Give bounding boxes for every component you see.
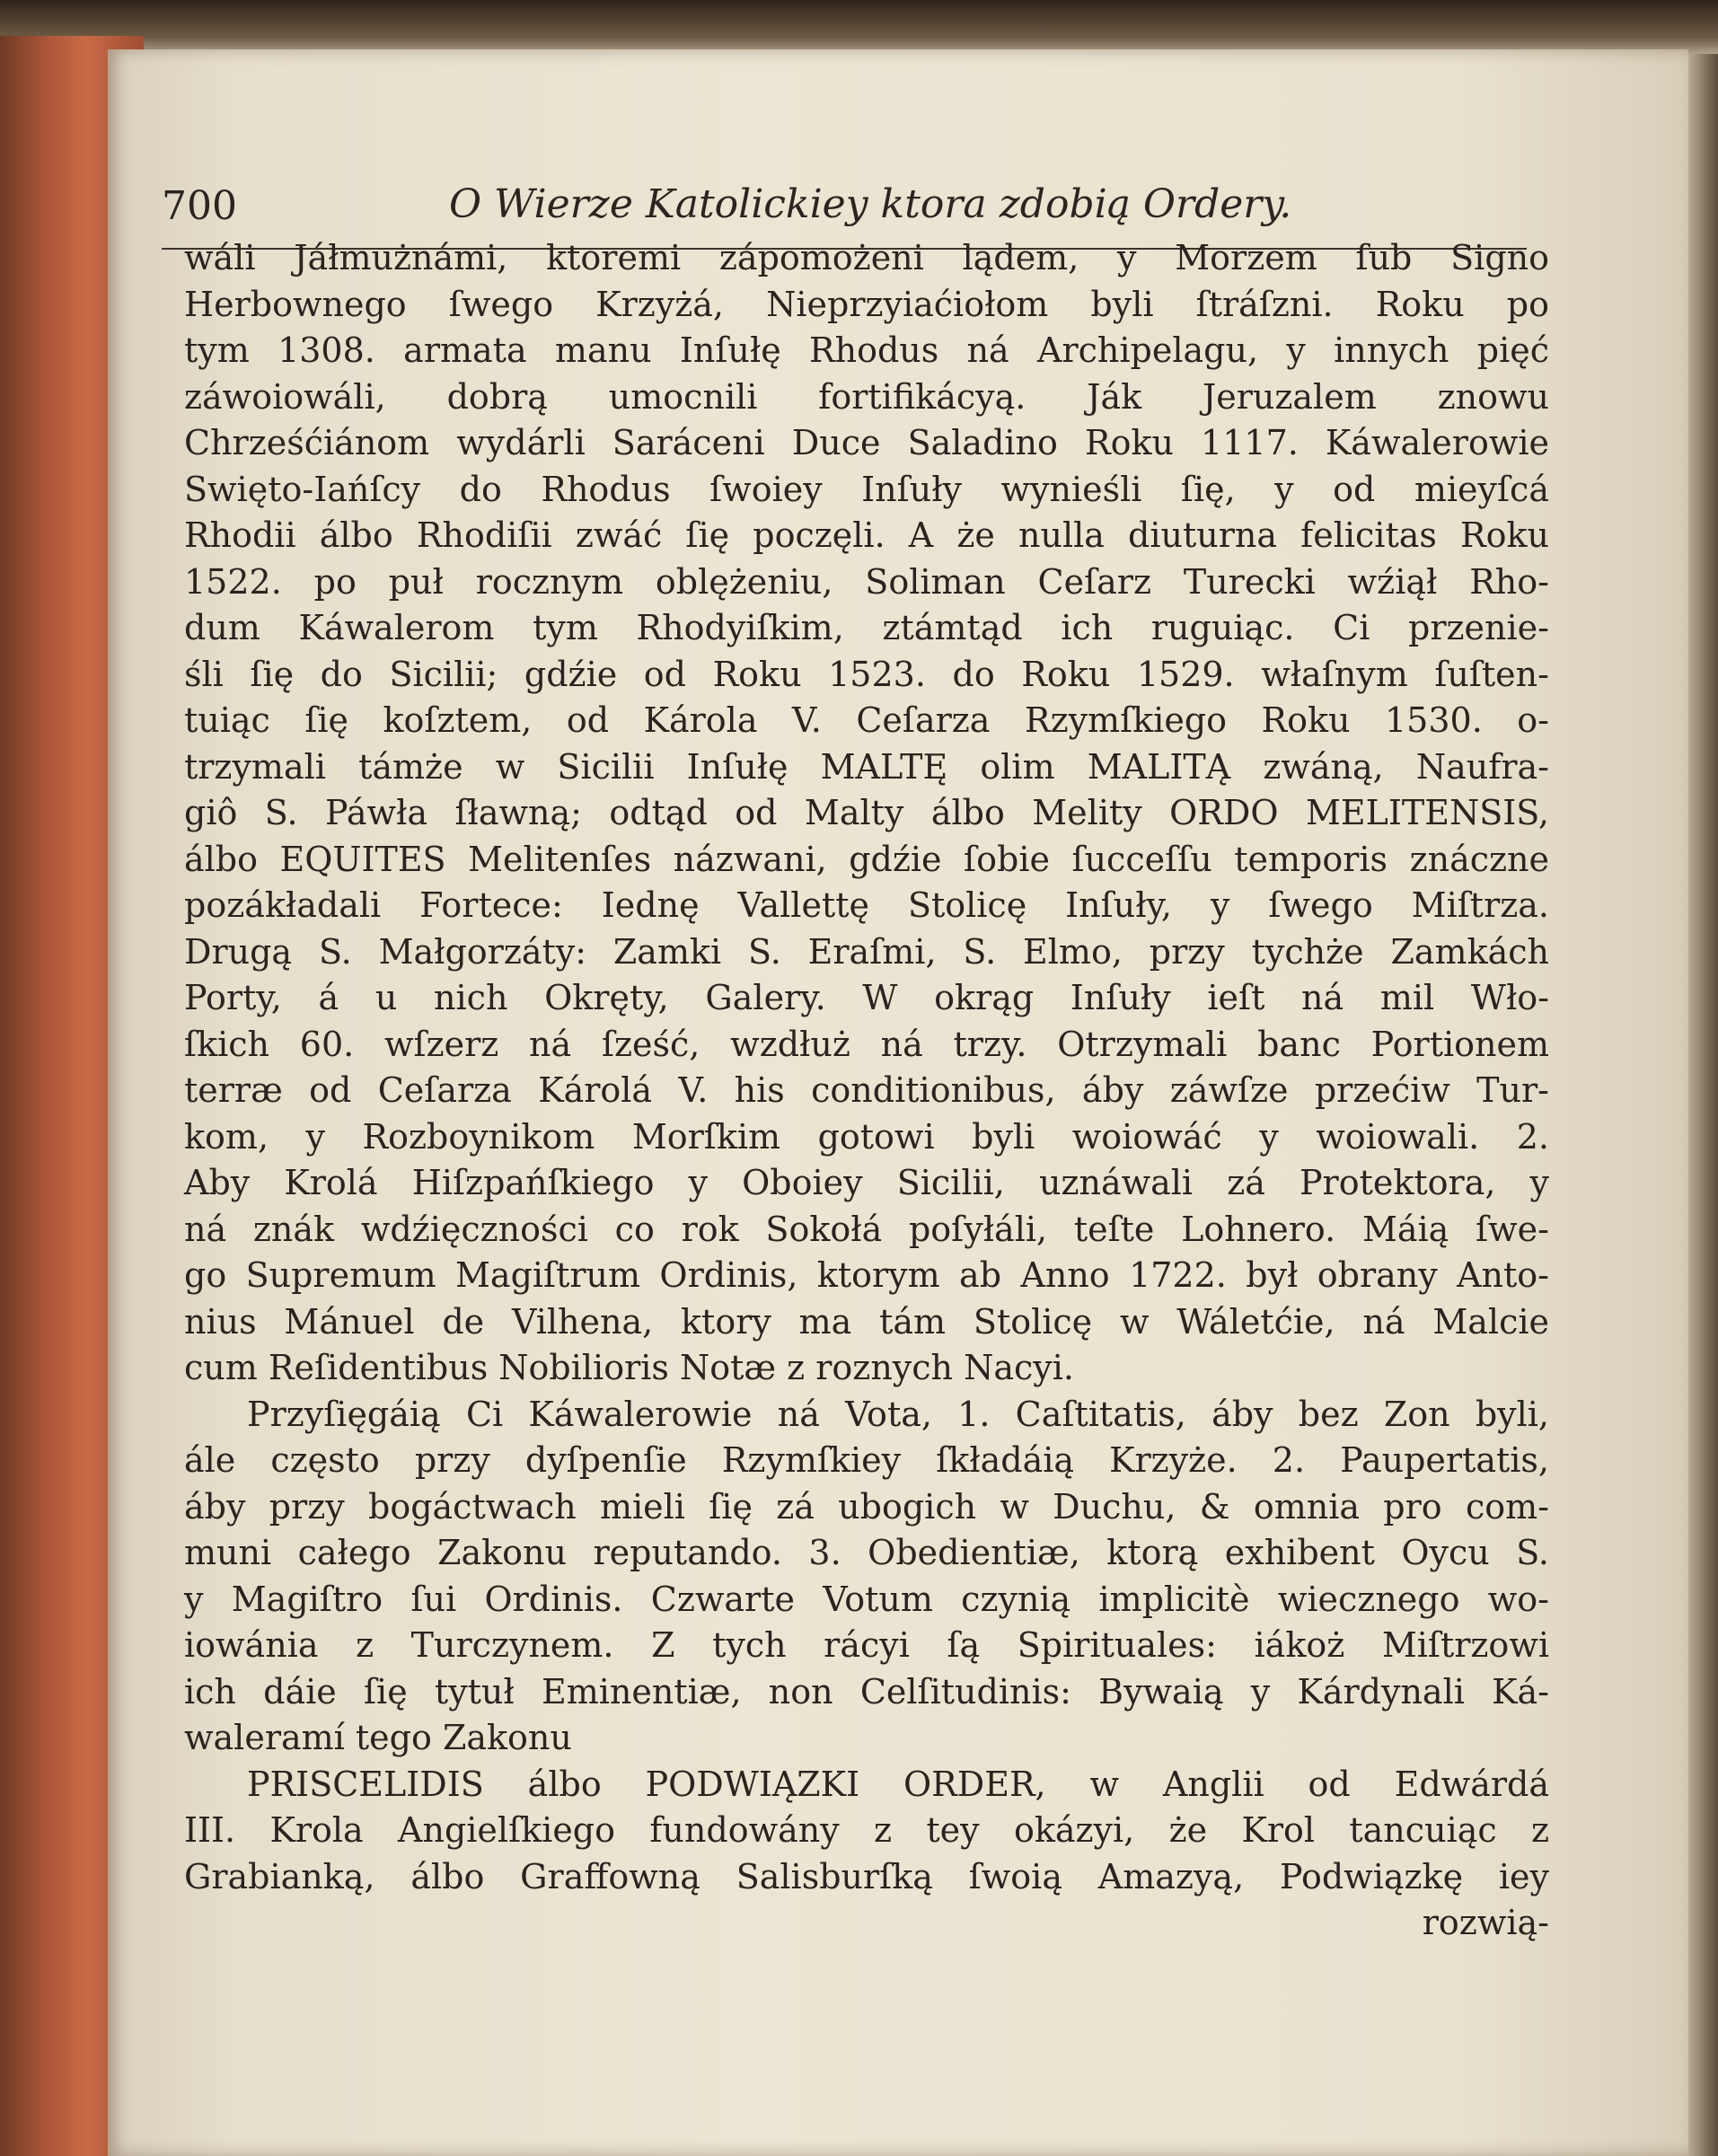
text-line: wáli Jáłmużnámi, ktoremi zápomożeni lądem, y Morzem ſub Signo (184, 238, 1549, 277)
text-line: kom, y Rozboynikom Morſkim gotowi byli woiowáć y woiowali. 2. (184, 1116, 1549, 1157)
text-line: Herbownego ſwego Krzyżá, Nieprzyiaćiołom byli ſtráſzni. Roku po (184, 284, 1549, 324)
text-line: Swięto-Iańſcy do Rhodus ſwoiey Inſuły wynieśli ſię, y od mieyſcá (184, 469, 1549, 509)
text-line: waleramí tego Zakonu (184, 1718, 572, 1757)
text-line: tuiąc ſię koſztem, od Károla V. Ceſarza Rzymſkiego Roku 1530. o- (184, 700, 1549, 740)
text-line: Grabianką, álbo Graffowną Salisburſką ſwoią Amazyą, Podwiązkę iey (184, 1856, 1549, 1896)
body-text (184, 235, 1549, 1947)
text-line: nius Mánuel de Vilhena, ktory ma tám Stolicę w Wáletćie, ná Malcie (184, 1301, 1549, 1342)
text-line: ále często przy dyſpenſie Rzymſkiey ſkładáią Krzyże. 2. Paupertatis, (184, 1440, 1549, 1480)
text-line: Drugą S. Małgorzáty: Zamki S. Eraſmi, S. Elmo, przy tychże Zamkách (184, 931, 1549, 972)
page-number: 700 (162, 183, 237, 229)
text-line: PRISCELIDIS álbo PODWIĄZKI ORDER, w Anglii od Edwárdá (247, 1764, 1549, 1804)
text-line: Chrześćiánom wydárli Saráceni Duce Saladino Roku 1117. Káwalerowie (184, 423, 1549, 462)
text-line: ich dáie ſię tytuł Eminentiæ, non Celſitudinis: Bywaią y Kárdynali Ká- (184, 1671, 1549, 1712)
running-head: O Wierze Katolickiey ktora zdobią Ordery. (449, 181, 1292, 227)
text-line: dum Káwalerom tym Rhodyiſkim, ztámtąd ich ruguiąc. Ci przenie- (184, 608, 1549, 647)
text-line: pozákładali Fortece: Iednę Vallettę Stolicę Inſuły, y ſwego Miſtrza. (184, 885, 1549, 925)
text-line: Przyſięgáią Ci Káwalerowie ná Vota, 1. Caſtitatis, áby bez Zon byli, (247, 1394, 1549, 1434)
text-line: tym 1308. armata manu Inſułę Rhodus ná Archipelagu, y innych pięć (184, 330, 1549, 370)
text-line: cum Reſidentibus Nobilioris Notæ z roznych Nacyi. (184, 1348, 1074, 1387)
text-line: y Magiſtro ſui Ordinis. Czwarte Votum czynią implicitè wiecznego wo- (184, 1579, 1549, 1619)
text-line: Aby Krolá Hiſzpańſkiego y Oboiey Sicilii, uznáwali zá Protektora, y (184, 1163, 1549, 1202)
catchword: rozwią- (1422, 1903, 1549, 1942)
text-line: 1522. po puł rocznym oblężeniu, Soliman Ceſarz Turecki wźiął Rho- (184, 561, 1549, 602)
text-line: muni całego Zakonu reputando. 3. Obedientiæ, ktorą exhibent Oycu S. (184, 1533, 1549, 1572)
right-page-edge (1688, 54, 1718, 2156)
text-line: iowánia z Turczynem. Z tych rácyi ſą Spirituales: iákoż Miſtrzowi (184, 1625, 1549, 1665)
text-line: Porty, á u nich Okręty, Galery. W okrąg Inſuły ieſt ná mil Wło- (184, 978, 1549, 1017)
text-line: Rhodii álbo Rhodiſii zwáć ſię poczęli. A że nulla diuturna felicitas Roku (184, 515, 1549, 555)
text-line: giô S. Páwła ſławną; odtąd od Malty álbo Melity ORDO MELITENSIS, (184, 793, 1549, 832)
text-line: álbo EQUITES Melitenſes názwani, gdźie ſobie ſucceſſu temporis znáczne (184, 839, 1549, 879)
text-line: trzymali támże w Sicilii Inſułę MALTĘ olim MALITĄ zwáną, Naufra- (184, 746, 1549, 787)
text-line: záwoiowáli, dobrą umocnili fortifikácyą. Ják Jeruzalem znowu (184, 376, 1549, 417)
text-line: śli ſię do Sicilii; gdźie od Roku 1523. do Roku 1529. właſnym ſuſten- (184, 654, 1549, 694)
text-line: ſkich 60. wſzerz ná ſześć, wzdłuż ná trzy. Otrzymali banc Portionem (184, 1024, 1549, 1064)
text-line: áby przy bogáctwach mieli ſię zá ubogich w Duchu, & omnia pro com- (184, 1486, 1549, 1527)
text-line: III. Krola Angielſkiego fundowány z tey okázyi, że Krol tancuiąc z (184, 1810, 1549, 1850)
text-line: ná znák wdźięczności co rok Sokołá poſyłáli, teſte Lohnero. Máią ſwe- (184, 1209, 1549, 1249)
text-line: terræ od Ceſarza Károlá V. his conditionibus, áby záwſze przećiw Tur- (184, 1070, 1549, 1110)
text-line: go Supremum Magiſtrum Ordinis, ktorym ab Anno 1722. był obrany Anto- (184, 1255, 1549, 1295)
